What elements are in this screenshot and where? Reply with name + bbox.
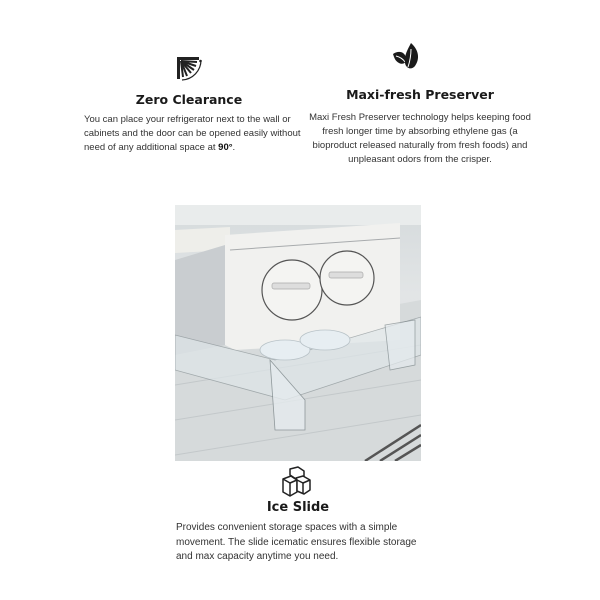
ice-slide-description: Provides convenient storage spaces with a simple movement. The slide icematic ensures flexible storage and max capacity anytime you need. bbox=[176, 522, 417, 562]
zero-clearance-text: You can place your refrigerator next to the wall or cabinets and the door can be opened easily without need of any additional space at bbox=[84, 114, 301, 153]
zero-clearance-description bbox=[84, 113, 304, 155]
leaf-icon bbox=[391, 41, 421, 71]
maxi-fresh-description: Maxi Fresh Preserver technology helps keeping food fresh longer time by absorbing ethylene gas (a bioproduct released naturally from fresh foods) and unpleasant odors from the crisper. bbox=[309, 112, 531, 165]
ice-slide-photo bbox=[175, 205, 421, 461]
maxi-fresh-title: Maxi-fresh Preserver bbox=[346, 87, 494, 102]
zero-clearance-text-end: . bbox=[232, 142, 236, 153]
zero-clearance-title: Zero Clearance bbox=[135, 92, 243, 107]
ice-slide-title: Ice Slide bbox=[266, 500, 330, 515]
angle-value: 90° bbox=[218, 142, 233, 153]
door-swing-icon bbox=[176, 56, 202, 82]
ice-cubes-icon bbox=[280, 466, 312, 498]
